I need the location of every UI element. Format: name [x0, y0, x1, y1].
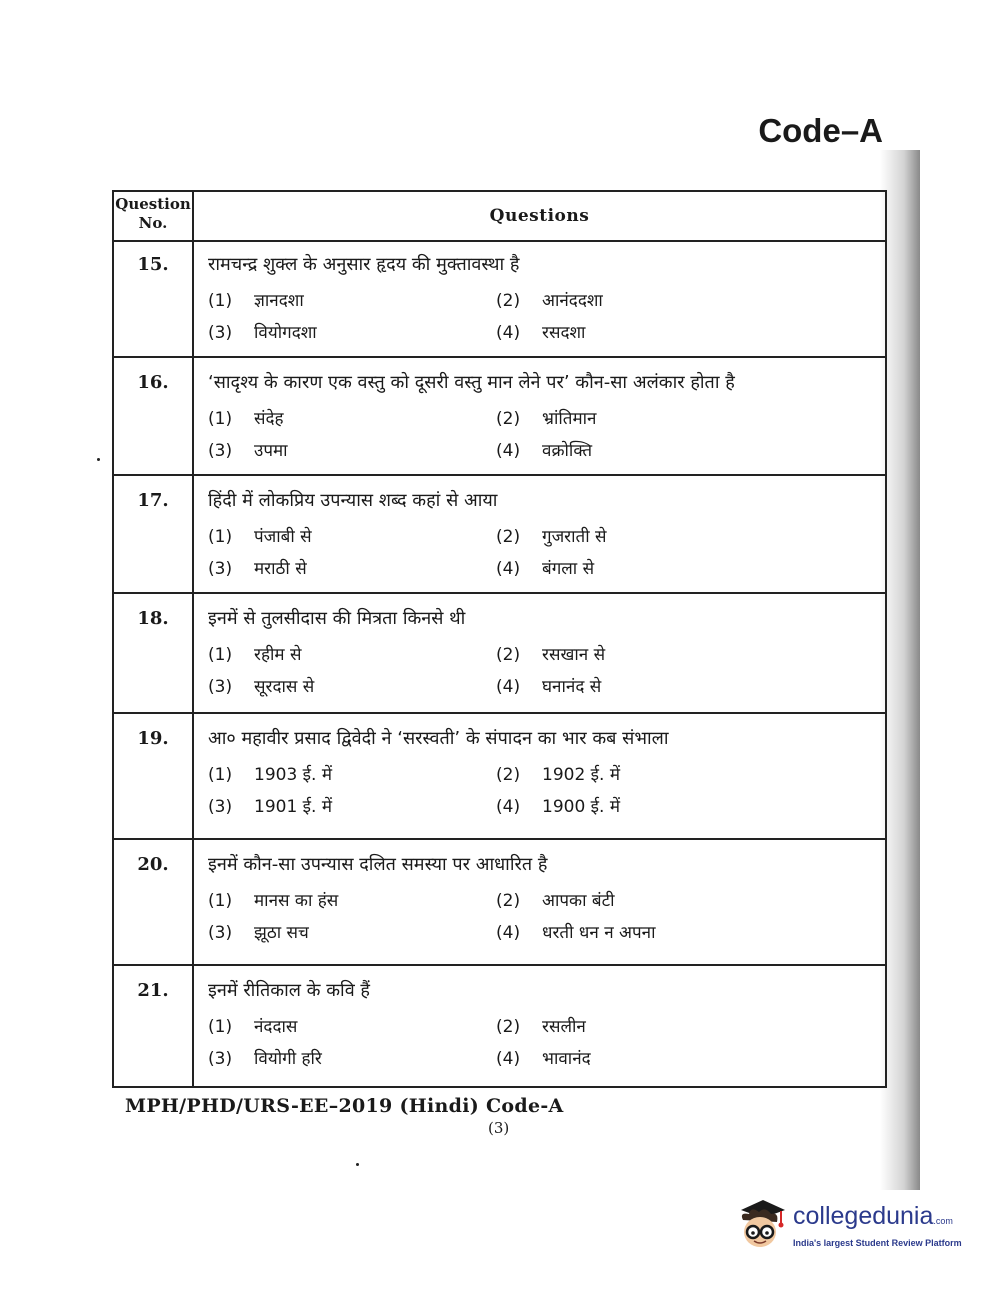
option-4: (4) 1900 ई. में	[496, 797, 620, 817]
question-row	[114, 240, 885, 358]
table-header	[114, 192, 885, 242]
option-1: (1) ज्ञानदशा	[208, 291, 304, 311]
logo-wordmark: collegedunia.com	[793, 1202, 953, 1230]
paper-footer: MPH/PHD/URS-EE–2019 (Hindi) Code-A	[125, 1095, 564, 1117]
question-row	[114, 714, 885, 840]
option-4: (4) भावानंद	[496, 1049, 591, 1069]
question-number: 15.	[137, 254, 169, 275]
question-number: 20.	[137, 854, 169, 875]
option-1: (1) रहीम से	[208, 645, 302, 665]
option-3: (3) वियोगदशा	[208, 323, 317, 343]
option-2: (2) आपका बंटी	[496, 891, 615, 911]
option-2: (2) रसलीन	[496, 1017, 586, 1037]
question-row	[114, 840, 885, 966]
option-4: (4) वक्रोक्ति	[496, 441, 593, 461]
question-table	[112, 190, 887, 1088]
question-text: ‘सादृश्य के कारण एक वस्तु को दूसरी वस्तु मान लेने पर’ कौन-सा अलंकार होता है	[208, 372, 735, 393]
mascot-icon	[735, 1196, 787, 1258]
option-1: (1) मानस का हंस	[208, 891, 339, 911]
header-question-label: Question	[115, 195, 191, 213]
question-number: 19.	[137, 728, 169, 749]
collegedunia-logo[interactable]	[735, 1196, 965, 1258]
option-2: (2) 1902 ई. में	[496, 765, 620, 785]
option-2: (2) आनंददशा	[496, 291, 603, 311]
option-1: (1) 1903 ई. में	[208, 765, 332, 785]
option-3: (3) 1901 ई. में	[208, 797, 332, 817]
option-2: (2) गुजराती से	[496, 527, 607, 547]
question-number: 21.	[137, 980, 169, 1001]
question-text: रामचन्द्र शुक्ल के अनुसार हृदय की मुक्तावस्था है	[208, 254, 520, 275]
question-row	[114, 358, 885, 476]
question-text: इनमें कौन-सा उपन्यास दलित समस्या पर आधारित है	[208, 854, 548, 875]
option-3: (3) सूरदास से	[208, 677, 315, 697]
question-row	[114, 476, 885, 594]
question-number: 16.	[137, 372, 169, 393]
option-4: (4) बंगला से	[496, 559, 595, 579]
stray-mark	[97, 458, 100, 461]
question-text: इनमें से तुलसीदास की मित्रता किनसे थी	[208, 608, 466, 629]
option-3: (3) वियोगी हरि	[208, 1049, 322, 1069]
question-text: हिंदी में लोकप्रिय उपन्यास शब्द कहां से आया	[208, 490, 498, 511]
option-2: (2) भ्रांतिमान	[496, 409, 597, 429]
question-row	[114, 966, 885, 1086]
question-text: इनमें रीतिकाल के कवि हैं	[208, 980, 370, 1001]
stray-mark	[356, 1163, 359, 1166]
question-text: आ० महावीर प्रसाद द्विवेदी ने ‘सरस्वती’ के संपादन का भार कब संभाला	[208, 728, 669, 749]
option-2: (2) रसखान से	[496, 645, 606, 665]
logo-tagline: India's largest Student Review Platform	[793, 1238, 962, 1248]
question-number: 17.	[137, 490, 169, 511]
option-1: (1) नंददास	[208, 1017, 298, 1037]
header-no-label: No.	[138, 214, 168, 232]
option-1: (1) पंजाबी से	[208, 527, 312, 547]
header-question-no	[114, 192, 192, 233]
question-number: 18.	[137, 608, 169, 629]
question-row	[114, 594, 885, 714]
option-4: (4) घनानंद से	[496, 677, 602, 697]
option-4: (4) धरती धन न अपना	[496, 923, 656, 943]
option-3: (3) झूठा सच	[208, 923, 309, 943]
page-number: (3)	[488, 1119, 510, 1137]
header-questions: Questions	[489, 206, 590, 226]
option-3: (3) उपमा	[208, 441, 288, 461]
option-1: (1) संदेह	[208, 409, 284, 429]
option-4: (4) रसदशा	[496, 323, 586, 343]
option-3: (3) मराठी से	[208, 559, 307, 579]
paper-code: Code–A	[758, 112, 883, 149]
